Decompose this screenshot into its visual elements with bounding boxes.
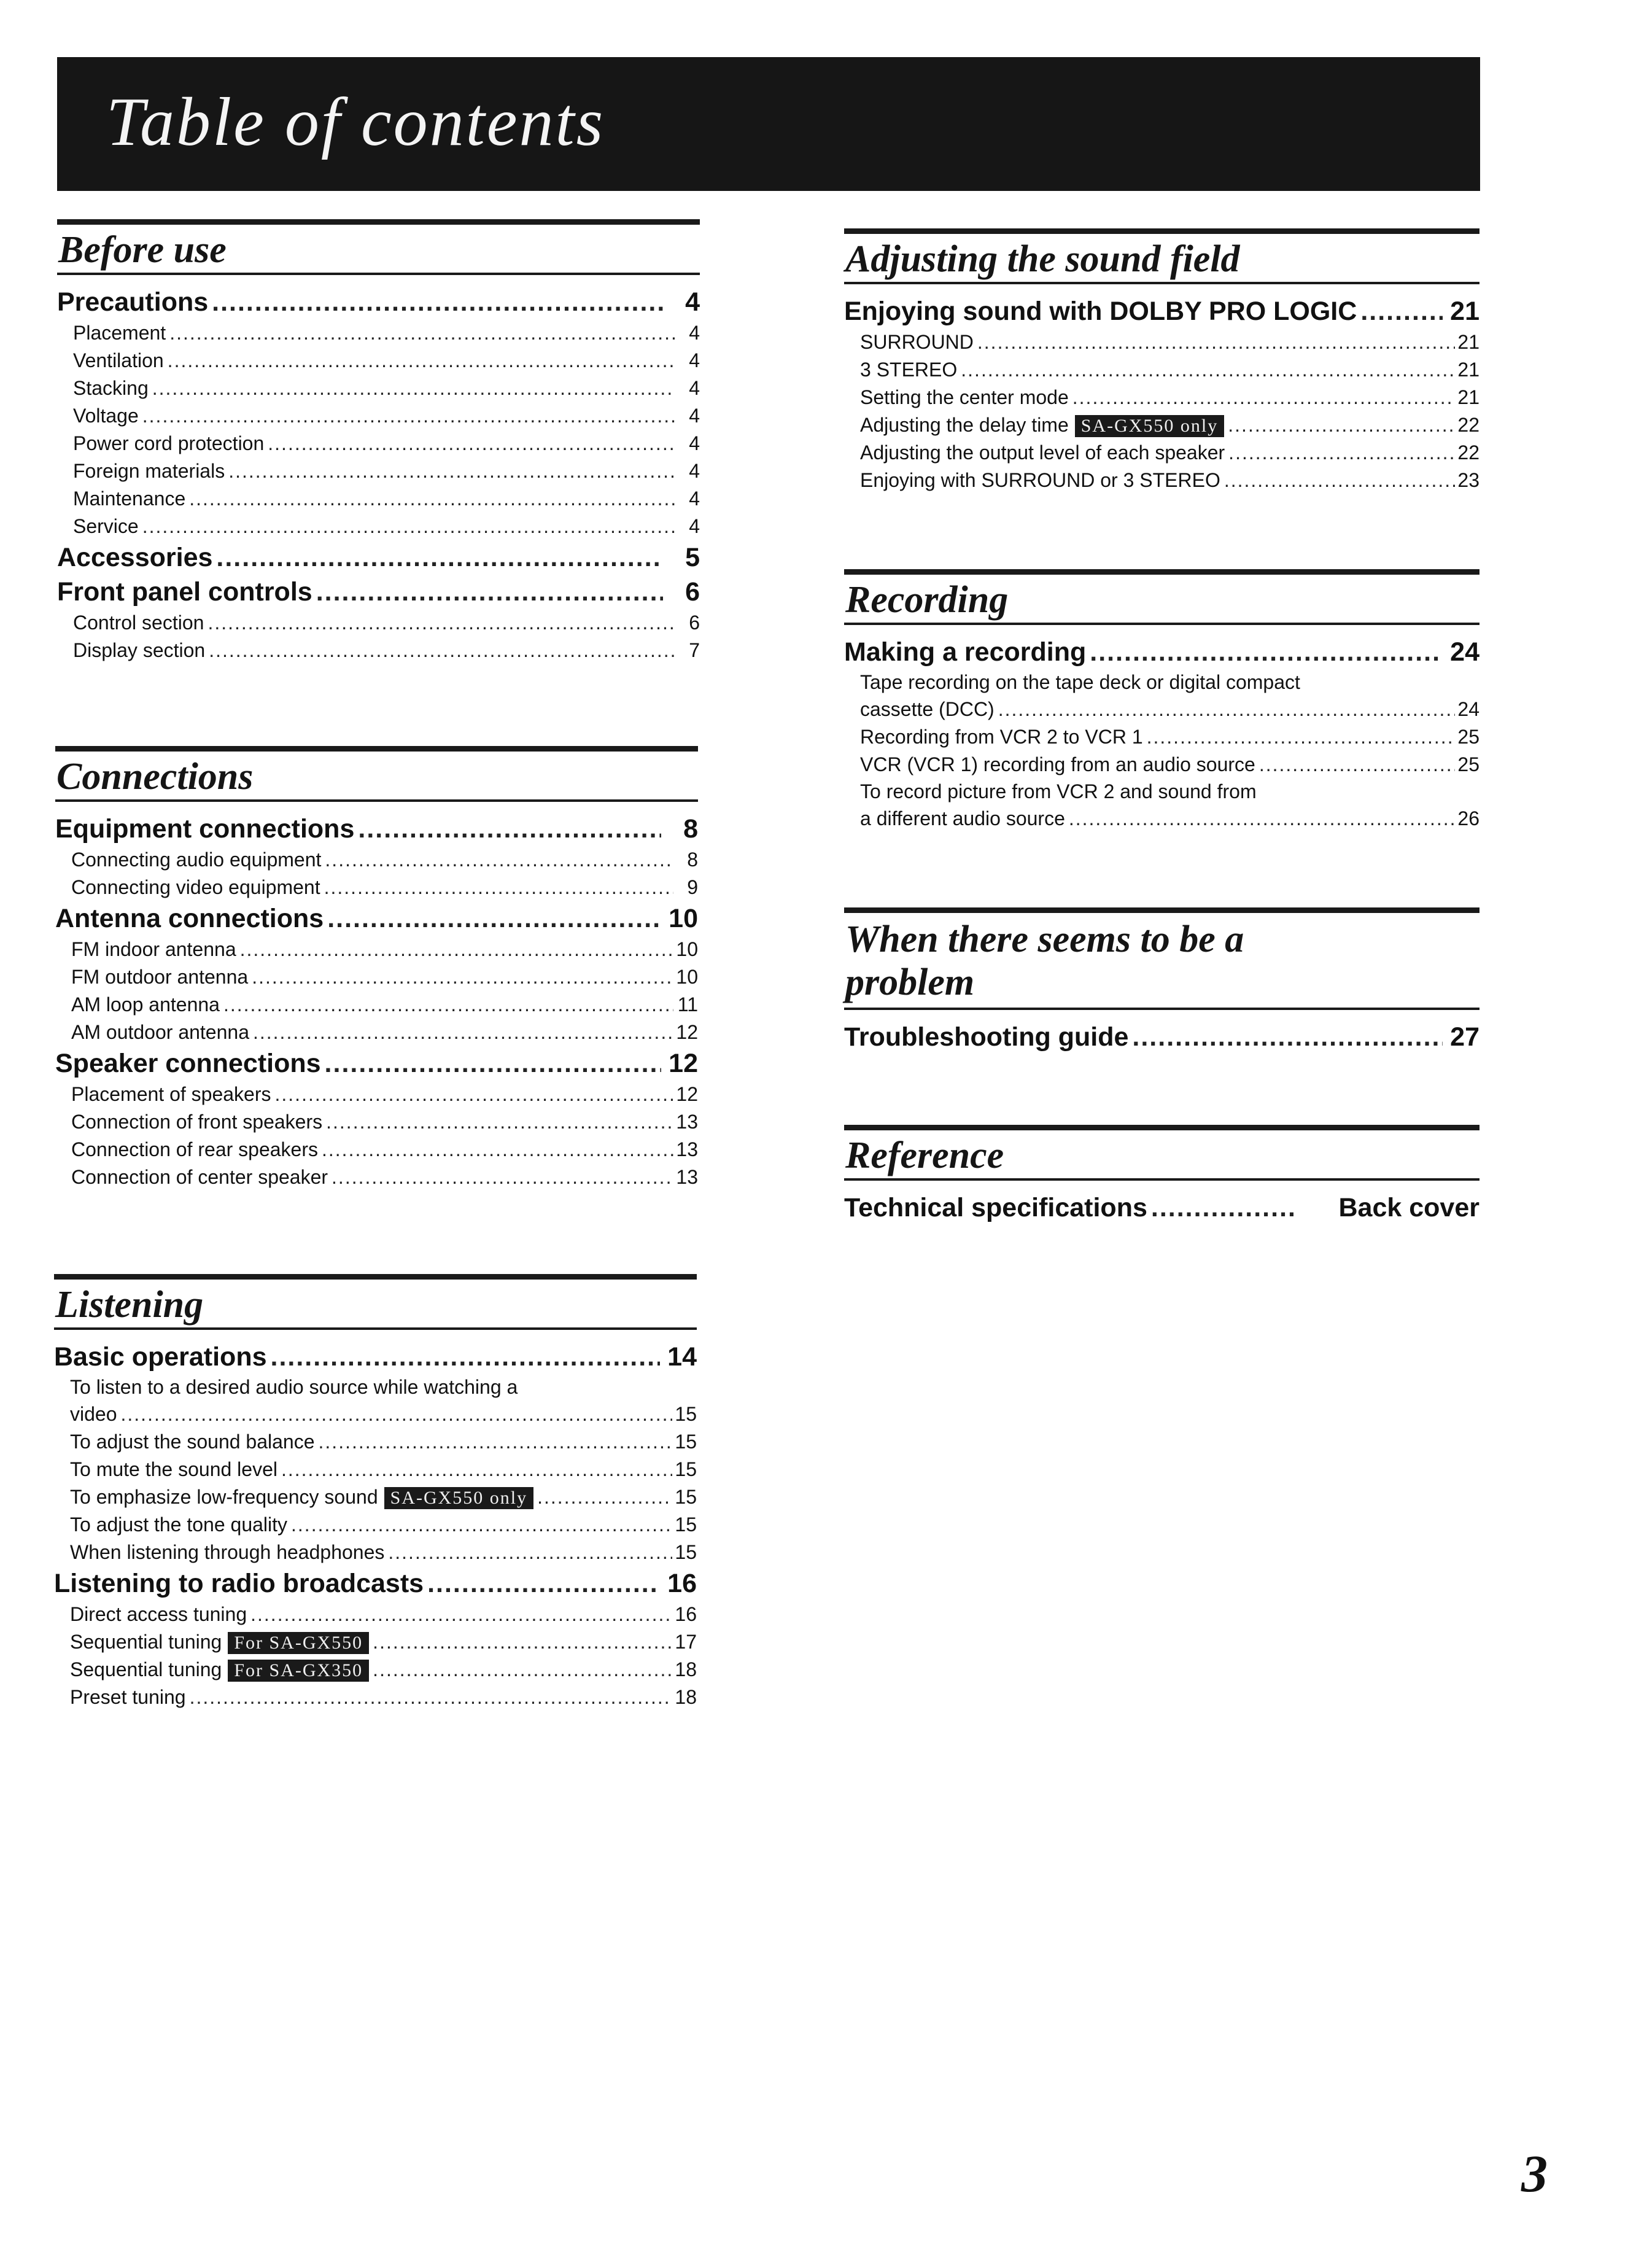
section-rule xyxy=(844,1178,1479,1181)
section-connections xyxy=(55,746,698,1191)
section-rule xyxy=(844,1008,1479,1010)
toc-entry-low-frequency[interactable]: To emphasize low-frequency sound SA-GX550 only ..... 15 xyxy=(54,1483,697,1511)
section-recording xyxy=(844,569,1479,833)
toc-entry-tape-recording[interactable]: cassette (DCC) ..... 24 xyxy=(844,696,1479,723)
toc-entry-sequential-gx350[interactable]: Sequential tuning For SA-GX350 ..... 18 xyxy=(54,1656,697,1684)
section-rule xyxy=(844,282,1479,284)
toc-entry-speaker-connections[interactable]: Speaker connections ..... 12 xyxy=(55,1046,698,1081)
toc-entry-antenna-connections[interactable]: Antenna connections ..... 10 xyxy=(55,901,698,936)
toc-entry-power-cord[interactable]: Power cord protection ..... 4 xyxy=(57,430,700,457)
page-number: 3 xyxy=(1521,2144,1548,2203)
toc-entry-rear-speakers[interactable]: Connection of rear speakers ..... 13 xyxy=(55,1136,698,1163)
toc-entry-3-stereo[interactable]: 3 STEREO ..... 21 xyxy=(844,356,1479,384)
section-problem xyxy=(844,907,1479,1054)
toc-entry-fm-outdoor[interactable]: FM outdoor antenna ..... 10 xyxy=(55,963,698,991)
section-rule xyxy=(54,1274,697,1280)
toc-entry-surround[interactable]: SURROUND ..... 21 xyxy=(844,328,1479,356)
toc-entry-speaker-placement[interactable]: Placement of speakers ..... 12 xyxy=(55,1081,698,1108)
toc-entry-center-mode[interactable]: Setting the center mode ..... 21 xyxy=(844,384,1479,411)
section-rule xyxy=(57,219,700,225)
toc-entry-delay-time[interactable]: Adjusting the delay time SA-GX550 only ..... 22 xyxy=(844,411,1479,439)
toc-entry-radio-broadcasts[interactable]: Listening to radio broadcasts ..... 16 xyxy=(54,1566,697,1601)
page-title: Table of contents xyxy=(106,84,605,160)
section-title: Reference xyxy=(845,1135,1004,1176)
section-title: Adjusting the sound field xyxy=(845,238,1240,280)
section-rule xyxy=(844,569,1479,575)
section-before-use xyxy=(57,219,700,664)
toc-entry-sequential-gx550[interactable]: Sequential tuning For SA-GX550 ..... 17 xyxy=(54,1628,697,1656)
toc-entry-foreign-materials[interactable]: Foreign materials ..... 4 xyxy=(57,457,700,485)
model-badge: For SA-GX350 xyxy=(228,1660,369,1682)
section-listening xyxy=(54,1274,697,1711)
toc-entry-basic-operations[interactable]: Basic operations ..... 14 xyxy=(54,1340,697,1374)
model-badge: SA-GX550 only xyxy=(1075,415,1225,437)
section-title: Listening xyxy=(55,1284,204,1326)
toc-entry-am-outdoor[interactable]: AM outdoor antenna ..... 12 xyxy=(55,1019,698,1046)
model-badge: For SA-GX550 xyxy=(228,1632,369,1654)
toc-entry-making-recording[interactable]: Making a recording ..... 24 xyxy=(844,635,1479,669)
toc-entry-control-section[interactable]: Control section ..... 6 xyxy=(57,609,700,637)
toc-entry-voltage[interactable]: Voltage ..... 4 xyxy=(57,402,700,430)
toc-entry-sound-balance[interactable]: To adjust the sound balance ..... 15 xyxy=(54,1428,697,1456)
toc-entry-audio-equipment[interactable]: Connecting audio equipment ..... 8 xyxy=(55,846,698,874)
toc-entry-preset-tuning[interactable]: Preset tuning ..... 18 xyxy=(54,1684,697,1711)
section-rule xyxy=(844,1125,1479,1130)
section-rule xyxy=(844,907,1479,913)
section-rule xyxy=(55,746,698,752)
section-rule xyxy=(54,1327,697,1330)
section-sound-field xyxy=(844,228,1479,494)
toc-entry-front-speakers[interactable]: Connection of front speakers ..... 13 xyxy=(55,1108,698,1136)
toc-entry-front-panel[interactable]: Front panel controls ..... 6 xyxy=(57,575,700,609)
toc-entry-direct-access[interactable]: Direct access tuning ..... 16 xyxy=(54,1601,697,1628)
toc-entry-display-section[interactable]: Display section ..... 7 xyxy=(57,637,700,664)
section-rule xyxy=(844,623,1479,625)
toc-entry-headphones[interactable]: When listening through headphones ..... 15 xyxy=(54,1539,697,1566)
section-rule xyxy=(844,228,1479,234)
toc-entry-picture-line1[interactable]: To record picture from VCR 2 and sound from xyxy=(860,780,1257,802)
toc-entry-tone-quality[interactable]: To adjust the tone quality ..... 15 xyxy=(54,1511,697,1539)
toc-entry-stacking[interactable]: Stacking ..... 4 xyxy=(57,375,700,402)
toc-entry-accessories[interactable]: Accessories ..... 5 xyxy=(57,540,700,575)
toc-entry-am-loop[interactable]: AM loop antenna ..... 11 xyxy=(55,991,698,1019)
toc-entry-picture-sound[interactable]: a different audio source ..... 26 xyxy=(844,805,1479,833)
toc-entry-vcr2-to-vcr1[interactable]: Recording from VCR 2 to VCR 1 ..... 25 xyxy=(844,723,1479,751)
toc-entry-ventilation[interactable]: Ventilation ..... 4 xyxy=(57,347,700,375)
section-reference xyxy=(844,1125,1479,1225)
toc-entry-video-equipment[interactable]: Connecting video equipment ..... 9 xyxy=(55,874,698,901)
toc-entry-equipment-connections[interactable]: Equipment connections ..... 8 xyxy=(55,812,698,846)
title-banner xyxy=(57,57,1480,191)
toc-entry-troubleshooting[interactable]: Troubleshooting guide ..... 27 xyxy=(844,1020,1479,1054)
toc-entry-vcr1-audio[interactable]: VCR (VCR 1) recording from an audio source ..... 25 xyxy=(844,751,1479,779)
toc-entry-service[interactable]: Service ..... 4 xyxy=(57,513,700,540)
toc-entry-tape-line1[interactable]: Tape recording on the tape deck or digital compact xyxy=(860,671,1300,693)
section-rule xyxy=(57,273,700,275)
toc-entry-listen-video[interactable]: video ..... 15 xyxy=(54,1400,697,1428)
section-title: Before use xyxy=(58,229,227,271)
toc-entry-mute[interactable]: To mute the sound level ..... 15 xyxy=(54,1456,697,1483)
section-rule xyxy=(55,799,698,802)
section-title: When there seems to be a problem xyxy=(845,919,1244,1003)
toc-entry-maintenance[interactable]: Maintenance ..... 4 xyxy=(57,485,700,513)
model-badge: SA-GX550 only xyxy=(384,1487,534,1509)
section-title: Recording xyxy=(845,579,1009,621)
toc-entry-fm-indoor[interactable]: FM indoor antenna ..... 10 xyxy=(55,936,698,963)
toc-entry-listen-video-line1[interactable]: To listen to a desired audio source while watching a xyxy=(70,1376,518,1398)
toc-entry-technical-specifications[interactable]: Technical specifications ..... Back cover xyxy=(844,1191,1479,1225)
toc-entry-dolby-pro-logic[interactable]: Enjoying sound with DOLBY PRO LOGIC ..... 21 xyxy=(844,294,1479,328)
toc-entry-output-level[interactable]: Adjusting the output level of each speaker ..... 22 xyxy=(844,439,1479,467)
toc-entry-enjoy-surround[interactable]: Enjoying with SURROUND or 3 STEREO ..... 23 xyxy=(844,467,1479,494)
section-title: Connections xyxy=(56,756,254,798)
toc-entry-center-speaker[interactable]: Connection of center speaker ..... 13 xyxy=(55,1163,698,1191)
toc-entry-precautions[interactable]: Precautions ..... 4 xyxy=(57,285,700,319)
toc-entry-placement[interactable]: Placement ..... 4 xyxy=(57,319,700,347)
